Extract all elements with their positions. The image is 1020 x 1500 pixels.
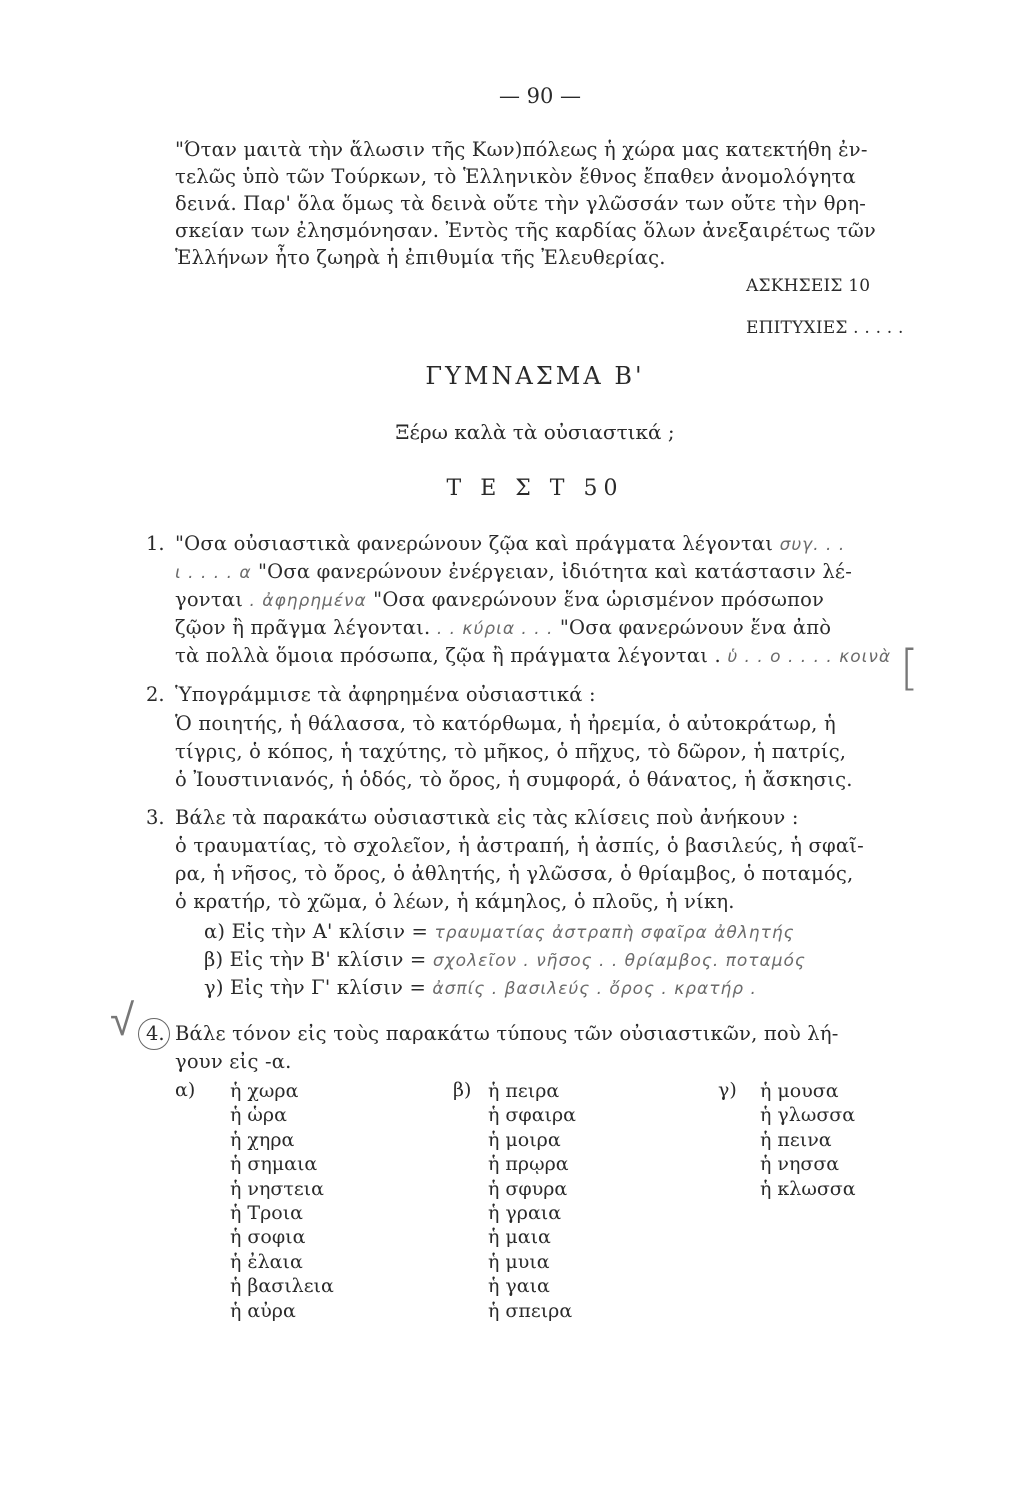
intro-line-3: δεινά. Παρ' ὅλα ὅμως τὰ δεινὰ οὔτε τὴν γλῶσσάν των οὔτε τὴν θρη- [175, 192, 867, 215]
exercises-count: ΑΣΚΗΣΕΙΣ 10 [746, 276, 871, 296]
intro-line-1: "Όταν μαιτὰ τὴν ἅλωσιν τῆς Κων)πόλεως ἡ χώρα μας κατεκτήθη ἐν- [175, 138, 868, 161]
list-item: ἡ χωρα [230, 1080, 299, 1102]
q3-answer-b: σχολεῖον . νῆσος . . θρίαμβος. ποταμός [432, 951, 806, 971]
list-item: ἡ νηστεια [230, 1177, 324, 1200]
list-item: ἡ σφαιρα [488, 1104, 576, 1127]
q4-column-c [718, 1079, 856, 1201]
q4-column-b-label: β) [453, 1079, 472, 1101]
q1-line-2: ι . . . . α "Οσα φανερώνουν ἐνέργειαν, ἰδιότητα καὶ κατάστασιν λέ- [175, 560, 853, 583]
q2-words-line-1: Ὁ ποιητής, ἡ θάλασσα, τὸ κατόρθωμα, ἡ ἠρεμία, ὁ αὐτοκράτωρ, ἡ [175, 712, 836, 735]
list-item: ἡ πεινα [760, 1128, 832, 1151]
q1-answer-5: ὑ . . ο . . . . κοινὰ [727, 647, 892, 667]
list-item: ἡ πειρα [488, 1080, 560, 1102]
list-item: ἡ πρῳρα [488, 1153, 569, 1176]
q1-answer-3: . ἀφηρημένα [249, 591, 367, 611]
exercise-title: ΓΥΜΝΑΣΜΑ Β' [425, 362, 645, 390]
q2-instruction: Ὑπογράμμισε τὰ ἀφηρημένα οὐσιαστικά : [175, 683, 596, 706]
list-item: ἡ μαια [488, 1226, 551, 1249]
list-item: ἡ μουσα [760, 1080, 839, 1102]
list-item: ἡ γραια [488, 1201, 562, 1224]
q3-answer-c: ἀσπίς . βασιλεύς . ὄρος . κρατήρ . [432, 979, 757, 999]
q3-declension-c: γ) Εἰς τὴν Γ' κλίσιν = ἀσπίς . βασιλεύς . ὄρος . κρατήρ . [204, 976, 757, 999]
q2-number: 2. [146, 683, 165, 706]
intro-line-2: τελῶς ὑπὸ τῶν Τούρκων, τὸ Ἑλληνικὸν ἔθνος ἔπαθεν ἀνομολόγητα [175, 165, 856, 188]
list-item: ἡ σοφια [230, 1226, 306, 1249]
q4-instruction-2: γουν εἰς -α. [175, 1050, 292, 1073]
q1-answer-4: . . κύρια . . . [436, 619, 554, 639]
q4-column-c-label: γ) [718, 1079, 737, 1101]
list-item: ἡ ἐλαια [230, 1250, 303, 1273]
q3-number: 3. [146, 806, 165, 829]
check-mark-icon: √ [110, 995, 135, 1046]
q3-words-line-1: ὁ τραυματίας, τὸ σχολεῖον, ἡ ἀστραπή, ἡ ἀσπίς, ὁ βασιλεύς, ἡ σφαῖ- [175, 834, 864, 857]
list-item: ἡ νησσα [760, 1153, 840, 1176]
q4-column-a-label: α) [175, 1079, 196, 1101]
page-number: — 90 — [498, 84, 582, 108]
test-number: Τ Ε Σ Τ 50 [446, 476, 624, 501]
list-item: ἡ αὐρα [230, 1299, 296, 1322]
q3-declension-a: α) Εἰς τὴν Α' κλίσιν = τραυματίας ἀστραπὴ σφαῖρα ἀθλητής [204, 920, 795, 943]
q1-line-3: γονται . ἀφηρημένα "Οσα φανερώνουν ἕνα ὡρισμένον πρόσωπον [175, 588, 825, 611]
exercise-subtitle: Ξέρω καλὰ τὰ οὐσιαστικά ; [395, 420, 675, 444]
q3-answer-a: τραυματίας ἀστραπὴ σφαῖρα ἀθλητής [434, 923, 795, 943]
q1-line-4: ζῷον ἢ πρᾶγμα λέγονται. . . κύρια . . . "Οσα φανερώνουν ἕνα ἀπὸ [175, 616, 832, 639]
q1-number: 1. [146, 532, 165, 555]
q1-answer-2: ι . . . . α [175, 563, 252, 583]
q4-column-b [453, 1079, 576, 1323]
list-item: ἡ βασιλεια [230, 1275, 334, 1298]
q4-column-a [175, 1079, 334, 1323]
q3-words-line-3: ὁ κρατήρ, τὸ χῶμα, ὁ λέων, ἡ κάμηλος, ὁ πλοῦς, ἡ νίκη. [175, 890, 735, 913]
list-item: ἡ ὡρα [230, 1104, 287, 1127]
q3-declension-b: β) Εἰς τὴν Β' κλίσιν = σχολεῖον . νῆσος . . θρίαμβος. ποταμός [204, 948, 806, 971]
list-item: ἡ γλωσσα [760, 1104, 856, 1127]
intro-line-4: σκείαν των ἐλησμόνησαν. Ἐντὸς τῆς καρδίας ὅλων ἀνεξαιρέτως τῶν [175, 219, 876, 242]
list-item: ἡ γαια [488, 1275, 550, 1298]
intro-line-5: Ἑλλήνων ἦτο ζωηρὰ ἡ ἐπιθυμία τῆς Ἐλευθερίας. [175, 246, 666, 269]
q3-instruction: Βάλε τὰ παρακάτω οὐσιαστικὰ εἰς τὰς κλίσεις ποὺ ἀνήκουν : [175, 806, 799, 829]
q1-answer-1: συγ. . . [779, 535, 846, 555]
list-item: ἡ χηρα [230, 1128, 295, 1151]
bracket-mark-icon: [ [900, 640, 919, 696]
q2-words-line-2: τίγρις, ὁ κόπος, ἡ ταχύτης, τὸ μῆκος, ὁ πῆχυς, τὸ δῶρον, ἡ πατρίς, [175, 740, 847, 763]
q4-instruction-1: Βάλε τόνον εἰς τοὺς παρακάτω τύπους τῶν οὐσιαστικῶν, ποὺ λή- [175, 1022, 839, 1045]
q1-line-1: "Οσα οὐσιαστικὰ φανερώνουν ζῷα καὶ πράγματα λέγονται συγ. . . [175, 532, 846, 555]
list-item: ἡ σημαια [230, 1153, 318, 1176]
q1-line-5: τὰ πολλὰ ὅμοια πρόσωπα, ζῷα ἢ πράγματα λέγονται . ὑ . . ο . . . . κοινὰ [175, 644, 892, 667]
successes-count: ΕΠΙΤΥΧΙΕΣ . . . . . [746, 318, 904, 338]
list-item: ἡ μοιρα [488, 1128, 561, 1151]
list-item: ἡ σφυρα [488, 1177, 568, 1200]
q3-words-line-2: ρα, ἡ νῆσος, τὸ ὄρος, ὁ ἀθλητής, ἡ γλῶσσα, ὁ θρίαμβος, ὁ ποταμός, [175, 862, 854, 885]
list-item: ἡ κλωσσα [760, 1177, 856, 1200]
list-item: ἡ μυια [488, 1250, 550, 1273]
list-item: ἡ σπειρα [488, 1299, 573, 1322]
q2-words-line-3: ὁ Ἰουστινιανός, ἡ ὁδός, τὸ ὄρος, ἡ συμφορά, ὁ θάνατος, ἡ ἄσκησις. [175, 768, 853, 791]
list-item: ἡ Τροια [230, 1201, 303, 1224]
q4-number: 4. [146, 1022, 165, 1045]
